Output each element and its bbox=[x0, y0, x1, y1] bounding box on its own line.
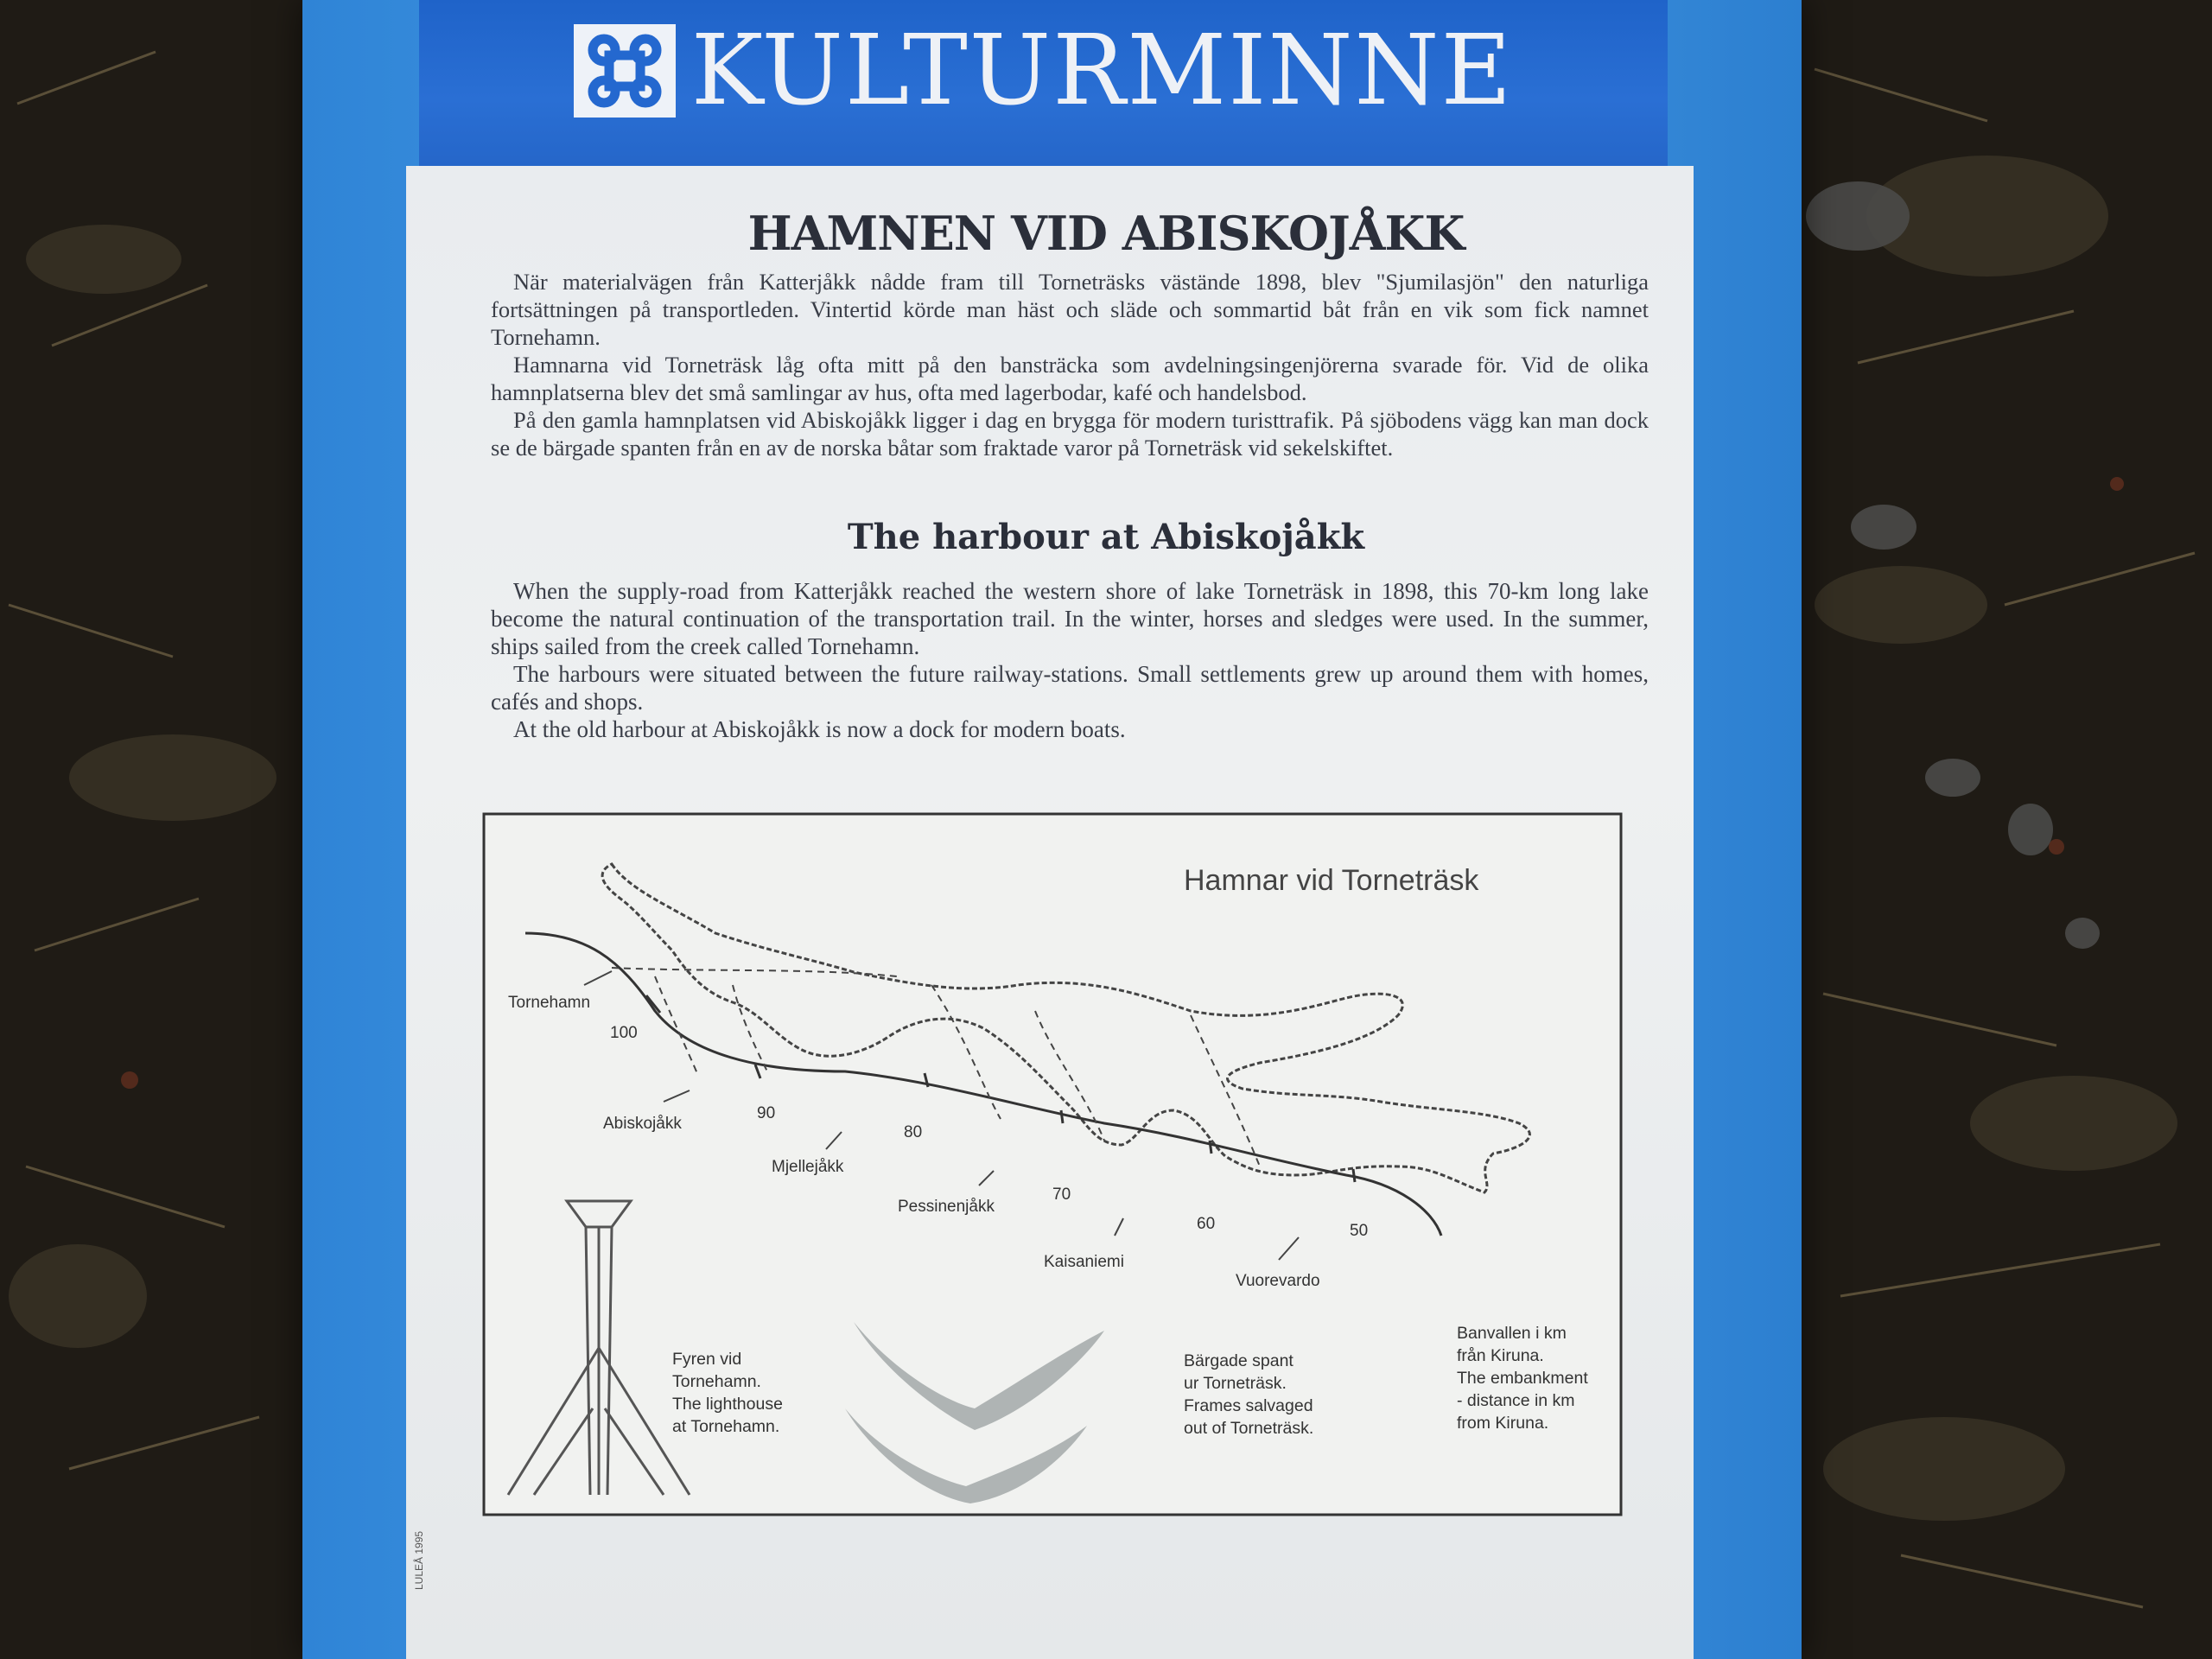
km-marker: 100 bbox=[610, 1024, 638, 1042]
map-drawing bbox=[482, 812, 1623, 1516]
map-illustration bbox=[482, 812, 1623, 1516]
swedish-paragraph: När materialvägen från Katterjåkk nådde fram till Torneträsks västände 1898, blev "Sjumilasjön" den naturliga fortsättningen på transportleden. Vintertid körde man häst och släde och sommartid båt från en vik som fick namnet Tornehamn. bbox=[491, 269, 1649, 350]
km-marker: 80 bbox=[904, 1123, 923, 1141]
place-label: Kaisaniemi bbox=[1044, 1253, 1124, 1271]
banner-title: KULTURMINNE bbox=[690, 15, 1514, 127]
frames-caption: Bärgade spant ur Torneträsk. Frames salvaged out of Torneträsk. bbox=[1184, 1351, 1314, 1438]
kulturminne-logo-icon bbox=[574, 24, 676, 118]
english-paragraph: At the old harbour at Abiskojåkk is now a dock for modern boats. bbox=[513, 716, 1126, 742]
place-label: Vuorevardo bbox=[1236, 1272, 1320, 1290]
english-paragraph: When the supply-road from Katterjåkk reached the western shore of lake Torneträsk in 1898, this 70-km long lake become the natural continuation of the transportation trail. In the winter, horses and sledges were used. In the summer, ships sailed from the creek called Tornehamn. bbox=[491, 578, 1649, 659]
swedish-paragraph: Hamnarna vid Torneträsk låg ofta mitt på den bansträcka som avdelningsingenjörerna svarade för. Vid de olika hamnplatserna blev det små samlingar av hus, ofta med lagerbodar, kafé och handelsbod. bbox=[491, 352, 1649, 405]
sign-banner bbox=[419, 0, 1668, 166]
english-paragraph: The harbours were situated between the future railway-stations. Small settlements grew up around them with homes, cafés and shops. bbox=[491, 661, 1649, 715]
english-title: The harbour at Abiskojåkk bbox=[847, 517, 1365, 557]
swedish-text bbox=[491, 268, 1649, 461]
km-marker: 90 bbox=[757, 1104, 776, 1122]
km-marker: 60 bbox=[1197, 1215, 1216, 1233]
embankment-caption: Banvallen i km från Kiruna. The embankment - distance in km from Kiruna. bbox=[1457, 1324, 1588, 1433]
km-marker: 70 bbox=[1052, 1185, 1071, 1204]
place-label: Tornehamn bbox=[508, 994, 591, 1012]
km-marker: 50 bbox=[1350, 1222, 1369, 1240]
map-title: Hamnar vid Torneträsk bbox=[1184, 864, 1479, 897]
credit-text: LULEÅ 1995 bbox=[413, 1530, 425, 1590]
english-text bbox=[491, 577, 1649, 743]
place-label: Pessinenjåkk bbox=[898, 1198, 995, 1216]
place-label: Mjellejåkk bbox=[772, 1158, 844, 1176]
swedish-title: HAMNEN VID ABISKOJÅKK bbox=[747, 206, 1465, 261]
swedish-paragraph: På den gamla hamnplatsen vid Abiskojåkk ligger i dag en brygga för modern turisttrafik. På sjöbodens vägg kan man dock se de bärgade spanten från en av de norska båtar som fraktade varor på Torneträsk vid sekelskiftet. bbox=[491, 407, 1649, 461]
place-label: Abiskojåkk bbox=[603, 1115, 682, 1133]
lighthouse-caption: Fyren vid Tornehamn. The lighthouse at Tornehamn. bbox=[672, 1350, 783, 1436]
